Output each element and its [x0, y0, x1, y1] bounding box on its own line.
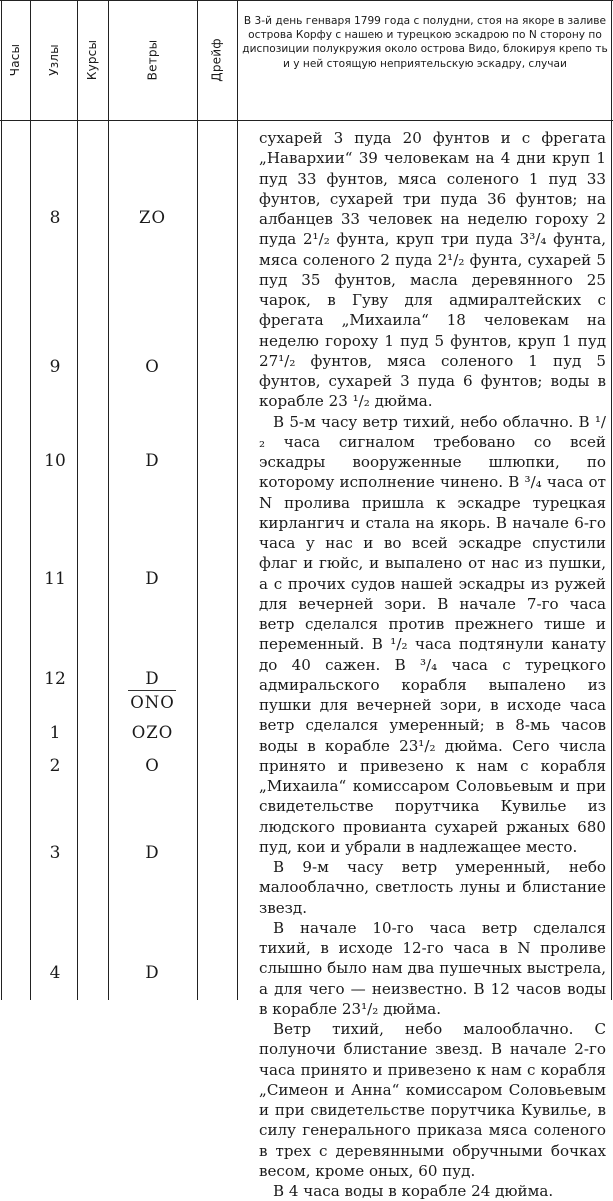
header-winds: Ветры [145, 39, 160, 81]
header-hours: Часы [8, 43, 23, 77]
wind-cell: ZO [139, 208, 166, 227]
wind-cell: D [145, 669, 160, 688]
header-divider [0, 120, 613, 121]
wind-cell: OZO [131, 723, 174, 742]
wind-cell: O [145, 357, 160, 376]
hour-cell: 1 [49, 723, 61, 743]
header-main-title: В 3-й день генваря 1799 года с полудни, стоя на якоре в заливе острова Корфу с нашею и турецкою эскадрою по N сторону по диспозиции полукружия около острова Видо, блокируя крепо ть и у ней стоящую неприятельскую эскадру, случаи [242, 15, 608, 70]
header-courses: Курсы [85, 39, 100, 81]
event-paragraph: Ветр тихий, небо малооблачно. С полуночи блистание звезд. В начале 2-го часа принято и привезено к нам с корабля „Симеон и Анна“ комиссаром Соловьевым и при свидетельстве порутчика Кувилье, в силу генерального приказа мяса соленого в трех с деревянными обручными бочках весом, кроме оных, 60 пуд. [259, 1020, 606, 1180]
hour-cell: 2 [49, 756, 61, 776]
event-paragraph: В 9-м часу ветр умеренный, небо малооблачно, светлость луны и блистание звезд. [259, 858, 606, 917]
event-paragraph: сухарей 3 пуда 20 фунтов и с фрегата „Навархии“ 39 человекам на 4 дни круп 1 пуд 33 фунтов, мяса соленого 1 пуд 33 фунтов, сухарей три пуда 36 фунтов; на албанцев 33 человек на неделю гороху 2 пуда 2¹/₂ фунта, круп три пуда 3³/₄ фунта, мяса соленого 2 пуда 2¹/₂ фунта, сухарей 5 пуд 35 фунтов, масла деревянного 25 чарок, в Гуву для адмиралтейских с фрегата „Михаила“ 18 человекам на неделю гороху 1 пуд 5 фунтов, круп 1 пуд 27¹/₂ фунтов, мяса соленого 1 пуд 5 фунтов, сухарей 3 пуда 6 фунтов; воды в корабле 23 ¹/₂ дюйма. [259, 129, 606, 411]
hour-cell: 4 [49, 963, 61, 983]
hour-cell: 11 [44, 569, 66, 589]
wind-cell: ONO [130, 693, 175, 712]
event-paragraph: В 5-м часу ветр тихий, небо облачно. В ¹/₂ часа сигналом требовано со всей эскадры вооруженные шлюпки, по которому исполнение чинено. В ³/₄ часа от N пролива пришла к эскадре турецкая кирлангич и стала на якорь. В начале 6-го часа у нас и во всей эскадре спустили флаг и гюйс, и выпалено от нас из пушки, а с прочих судов нашей эскадры из ружей для вечерней зори. В начале 7-го часа ветр сделался против прежнего тише и переменный. В ¹/₂ часа подтянули канату до 40 сажен. В ³/₄ часа с турецкого адмиральского корабля выпалено из пушки для вечерней зори, в исходе часа ветр сделался умеренный; в 8-мь часов воды в корабле 23¹/₂ дюйма. Сего числа принято и привезено к нам с корабля „Михаила“ комиссаром Соловьевым и при свидетельстве порутчика Кувилье из людского провианта сухарей ржаных 680 пуд, кои и убрали в надлежащее место. [259, 412, 606, 856]
hour-cell: 9 [49, 357, 61, 377]
wind-cell: D [145, 963, 160, 982]
wind-divider-rule [128, 690, 176, 691]
hour-cell: 10 [44, 451, 66, 471]
table-border-left [1, 0, 2, 1000]
column-divider [197, 0, 198, 1000]
column-divider [237, 0, 238, 1000]
event-paragraph: В начале 10-го часа ветр сделался тихий, в исходе 12-го часа в N проливе слышно было нам два пушечных выстрела, а для чего — неизвестно. В 12 часов воды в корабле 23¹/₂ дюйма. [259, 918, 606, 1018]
wind-cell: O [145, 756, 160, 775]
header-knots: Узлы [46, 44, 61, 76]
wind-cell: D [145, 451, 160, 470]
hour-cell: 8 [49, 208, 61, 228]
hour-cell: 3 [49, 843, 61, 863]
events-text [259, 128, 606, 1201]
header-drift: Дрейф [210, 38, 224, 82]
wind-cell: D [145, 843, 160, 862]
wind-cell: D [145, 569, 160, 588]
hour-cell: 12 [44, 669, 66, 689]
event-paragraph: В 4 часа воды в корабле 24 дюйма. [273, 1182, 554, 1200]
table-border-right [611, 0, 612, 1000]
